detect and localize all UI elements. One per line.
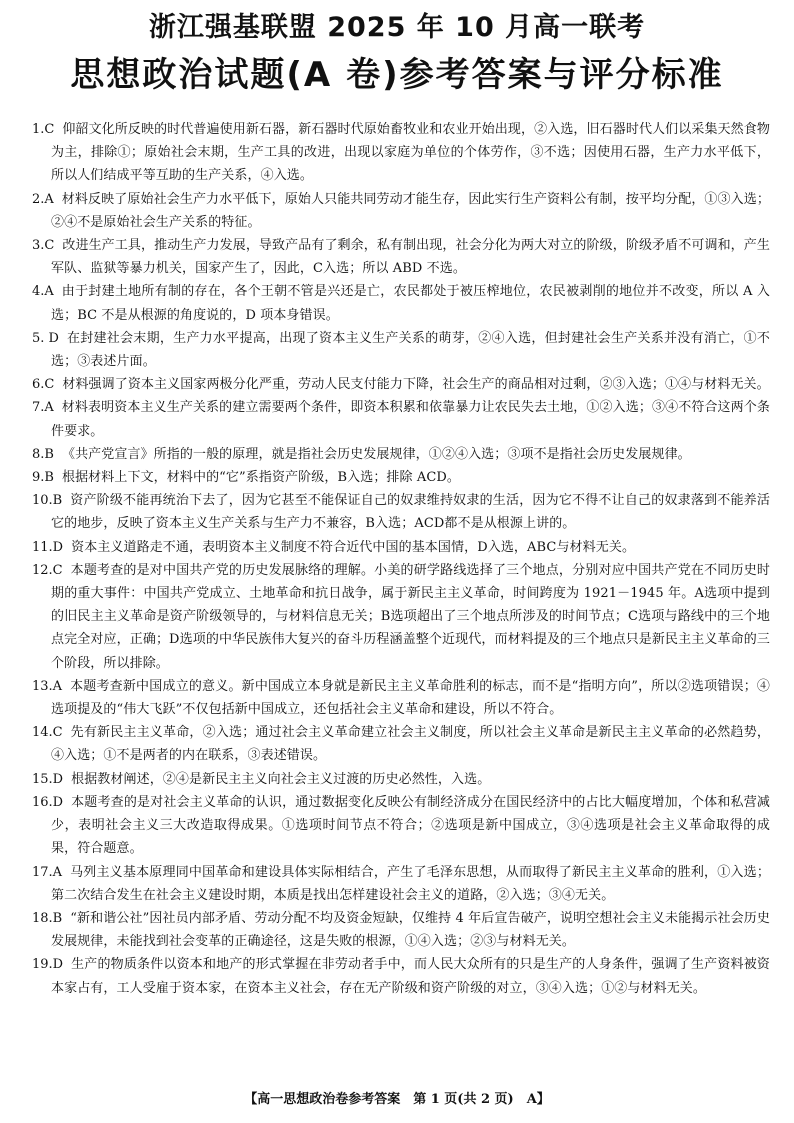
answer-explanation: 在封建社会末期，生产力水平提高，出现了资本主义生产关系的萌芽，②④入选，但封建社会生产关系并没有消亡，①不选；③表述片面。 xyxy=(51,330,770,370)
answer-item xyxy=(32,536,770,559)
answer-explanation: 马列主义基本原理同中国革命和建设具体实际相结合，产生了毛泽东思想，从而取得了新民主主义革命的胜利，①入选；第二次结合发生在社会主义建设时期，本质是找出怎样建设社会主义的道路，②入选；③④无关。 xyxy=(51,864,770,903)
exam-title: 浙江强基联盟 2025 年 10 月高一联考 xyxy=(148,12,646,43)
answer-item xyxy=(32,675,770,721)
answer-explanation: 材料反映了原始社会生产力水平低下，原始人只能共同劳动才能生存，因此实行生产资料公有制，按平均分配，①③入选；②④不是原始社会生产关系的特征。 xyxy=(51,191,770,230)
answer-item xyxy=(32,443,770,466)
answer-explanation: 资本主义道路走不通，表明资本主义制度不符合近代中国的基本国情，D入选，ABC与材料无关。 xyxy=(71,539,636,555)
answer-number: 19.D xyxy=(32,957,64,973)
answer-item xyxy=(32,280,770,326)
answer-item xyxy=(32,466,770,489)
answer-item xyxy=(32,559,770,675)
answer-number: 4.A xyxy=(32,284,54,300)
answer-explanation: 由于封建土地所有制的存在，各个王朝不管是兴还是亡，农民都处于被压榨地位，农民被剥削的地位并不改变，所以 A 入选；BC 不是从根源的角度说的，D 项本身错误。 xyxy=(51,284,770,323)
answer-explanation: 《共产党宣言》所指的一般的原理，就是指社会历史发展规律，①②④入选；③项不是指社会历史发展规律。 xyxy=(61,446,691,462)
answer-explanation: 本题考查的是对中国共产党的历史发展脉络的理解。小美的研学路线选择了三个地点，分别对应中国共产党在不同历史时期的重大事件：中国共产党成立、土地革命和抗日战争，属于新民主主义革命，时间跨度为 1921－1945 年。A选项中提到的旧民主主义革命是资产阶级领导的，与材料信息无关；B选项超出了三个地点所涉及的时间节点；C选项与路线中的三个地点完全对应，正确；D选项的中华民族伟大复兴的奋斗历程涵盖整个近现代，而材料提及的三个地点只是新民主主义革命的三个阶段，所以排除。 xyxy=(51,562,770,671)
answer-explanation: 资产阶级不能再统治下去了，因为它甚至不能保证自己的奴隶维持奴隶的生活，因为它不得不让自己的奴隶落到不能养活它的地步，反映了资本主义生产关系与生产力不兼容，B入选；ACD都不是从根源上讲的。 xyxy=(51,493,770,532)
answer-explanation: “新和谐公社”因社员内部矛盾、劳动分配不均及资金短缺，仅维持 4 年后宣告破产，说明空想社会主义未能揭示社会历史发展规律，未能找到社会变革的正确途径，这是失败的根源，①④入选；②③与材料无关。 xyxy=(51,910,770,950)
answer-number: 2.A xyxy=(32,191,54,207)
answer-number: 15.D xyxy=(32,771,64,787)
answer-item xyxy=(32,234,770,280)
answer-item xyxy=(32,373,770,396)
answer-explanation: 生产的物质条件以资本和地产的形式掌握在非劳动者手中，而人民大众所有的只是生产的人身条件，强调了生产资料被资本家占有，工人受雇于资本家，在资本主义社会，存在无产阶级和资产阶级的对立，③④入选；①②与材料无关。 xyxy=(51,957,770,996)
answer-number: 7.A xyxy=(32,400,54,416)
answer-explanation: 先有新民主主义革命，②入选；通过社会主义革命建立社会主义制度，所以社会主义革命是新民主主义革命的必然趋势，④入选；①不是两者的内在联系，③表述错误。 xyxy=(51,725,770,764)
answer-item xyxy=(32,907,770,953)
answer-number: 16.D xyxy=(32,794,64,810)
answer-item xyxy=(32,953,770,999)
answer-item xyxy=(32,188,770,234)
answer-number: 18.B xyxy=(32,910,63,926)
answer-explanation: 根据材料上下文，材料中的“它”系指资产阶级，B入选；排除 ACD。 xyxy=(61,470,461,486)
answer-number: 1.C xyxy=(32,122,55,137)
answer-explanation: 材料强调了资本主义国家两极分化严重，劳动人民支付能力下降，社会生产的商品相对过剩，②③入选；①④与材料无关。 xyxy=(62,377,770,393)
answer-number: 5. D xyxy=(32,330,59,346)
answer-number: 6.C xyxy=(32,377,55,393)
answer-number: 3.C xyxy=(32,238,55,254)
answer-item xyxy=(32,861,770,907)
answer-item xyxy=(32,768,770,791)
answer-item xyxy=(32,118,770,188)
answer-number: 13.A xyxy=(32,678,63,694)
answer-explanation: 材料表明资本主义生产关系的建立需要两个条件，即资本积累和依靠暴力让农民失去土地，①②入选；③④不符合这两个条件要求。 xyxy=(51,400,770,439)
answer-item xyxy=(32,489,770,535)
answer-item xyxy=(32,791,770,861)
answer-number: 11.D xyxy=(32,539,64,555)
answer-explanation: 改进生产工具，推动生产力发展，导致产品有了剩余，私有制出现，社会分化为两大对立的阶级，阶级矛盾不可调和，产生军队、监狱等暴力机关，国家产生了，因此，C入选；所以 ABD 不选。 xyxy=(51,238,770,277)
answer-number: 9.B xyxy=(32,470,54,486)
document-title: 思想政治试题(A 卷)参考答案与评分标准 xyxy=(70,55,724,95)
answer-number: 14.C xyxy=(32,725,63,741)
answer-list xyxy=(32,118,770,1000)
answer-explanation: 本题考查的是对社会主义革命的认识，通过数据变化反映公有制经济成分在国民经济中的占比大幅度增加，个体和私营减少，表明社会主义三大改造取得成果。①选项时间节点不符合；②选项是新中国成立，③④选项是社会主义革命取得的成果，符合题意。 xyxy=(51,794,770,857)
answer-item xyxy=(32,721,770,767)
page-footer: 【高一思想政治卷参考答案 第 1 页(共 2 页) A】 xyxy=(244,1092,550,1107)
answer-number: 10.B xyxy=(32,493,63,509)
answer-explanation: 根据教材阐述，②④是新民主主义向社会主义过渡的历史必然性，入选。 xyxy=(71,771,491,787)
answer-item xyxy=(32,396,770,442)
answer-item xyxy=(32,327,770,373)
answer-number: 17.A xyxy=(32,864,63,880)
answer-number: 12.C xyxy=(32,562,63,578)
answer-explanation: 仰韶文化所反映的时代普遍使用新石器，新石器时代原始畜牧业和农业开始出现，②入选，旧石器时代人们以采集天然食物为主，排除①；原始社会末期，生产工具的改进，出现以家庭为单位的个体劳作，③不选；因使用石器，生产力水平低下，所以人们结成平等互助的生产关系，④入选。 xyxy=(51,122,770,184)
answer-number: 8.B xyxy=(32,446,54,462)
answer-explanation: 本题考查新中国成立的意义。新中国成立本身就是新民主主义革命胜利的标志，而不是“指明方向”，所以②选项错误；④选项提及的“伟大飞跃”不仅包括新中国成立，还包括社会主义革命和建设，所以不符合。 xyxy=(51,678,770,718)
